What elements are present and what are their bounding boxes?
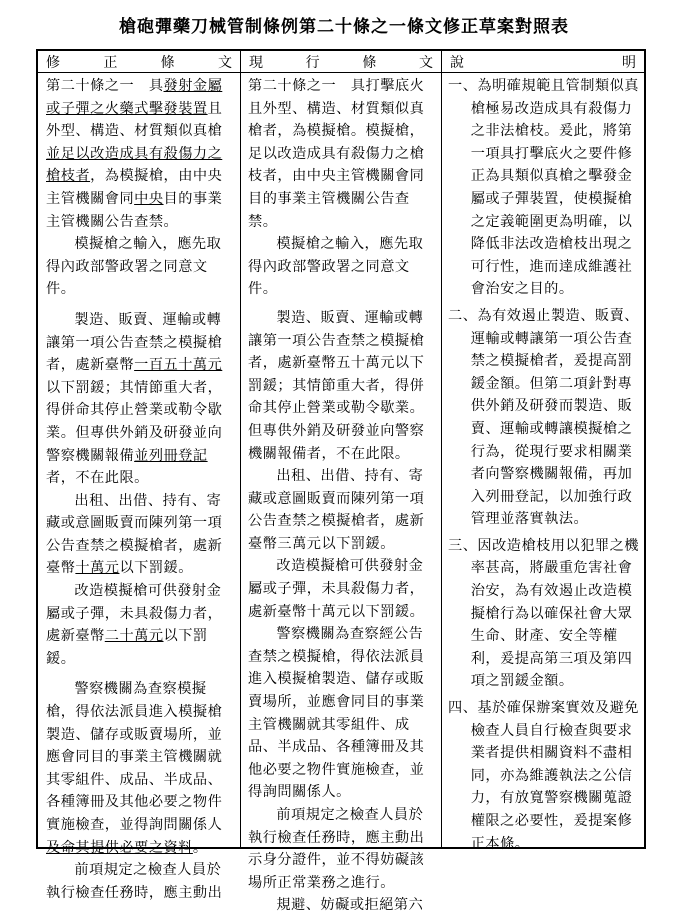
amended-paragraph [46, 75, 234, 233]
amended-text: 且外型、構造、材質類似真槍 [46, 100, 223, 140]
amended-text-underlined: 十萬元 [75, 560, 120, 577]
current-paragraph: 出租、出借、持有、寄藏或意圖販賣而陳列第一項公告查禁之模擬槍者，處新臺幣三萬元以下罰鍰。 [248, 468, 425, 552]
header-current [241, 51, 441, 72]
current-paragraph: 製造、販賣、運輸或轉讓第一項公告查禁之模擬槍者，處新臺幣五十萬元以下罰鍰；其情節重大者，得併命其停止營業或勒令歇業。但專供外銷及研發並向警察機關報備者，不在此限。 [248, 309, 425, 462]
header-amended-char: 文 [217, 54, 232, 71]
current-column [248, 75, 436, 917]
amended-paragraph: 前項規定之檢查人員於執行檢查任務時，應主動出 [46, 862, 223, 901]
amended-text-underlined: 一百五十萬元 [134, 357, 223, 374]
amended-text-underlined: 中央 [134, 190, 164, 207]
current-paragraph: 改造模擬槍可供發射金屬或子彈，未具殺傷力者，處新臺幣十萬元以下罰鍰。 [248, 558, 425, 620]
current-paragraph: 模擬槍之輸入，應先取得內政部警政署之同意文件。 [248, 236, 424, 298]
amended-text: 出租、出借、持有、寄藏或意圖販賣而陳列第一項公告查禁之模擬槍者，處新臺幣 [46, 492, 223, 577]
column-divider [441, 51, 442, 847]
amended-text: 警察機關為查察模擬槍，得依法派員進入模擬槍製造、儲存或販賣場所，並應會同目的事業主管機關就其零組件、成品、半成品、各種簿冊及其他必要之物件實施檢查，並得詢問關係人 [46, 681, 223, 833]
current-paragraph: 第二十條之一 具打擊底火且外型、構造、材質類似真槍者，為模擬槍。模擬槍，足以改造成具有殺傷力之槍枝者，由中央主管機關會同目的事業主管機關公告查禁。 [248, 78, 425, 230]
amended-text: 。 [192, 839, 208, 856]
amended-paragraph [46, 678, 234, 859]
amended-paragraph: 模擬槍之輸入，應先取得內政部警政署之同意文件。 [46, 236, 222, 298]
amended-text-underlined: 並列冊登記 [134, 447, 208, 464]
table-header-row [38, 51, 644, 73]
explanation-column [448, 75, 640, 859]
header-current-char: 文 [418, 54, 433, 71]
header-current-char: 現 [249, 54, 263, 71]
header-amended-char: 修 [46, 54, 60, 71]
current-paragraph: 警察機關為查察經公告查禁之模擬槍，得依法派員進入模擬槍製造、儲存或販賣場所，並應會同目的事業主管機關就其零組件、成品、半成品、各種簿冊及其他必要之物件實施檢查，並得詢問關係人。 [248, 626, 425, 801]
header-amended-char: 條 [160, 54, 175, 71]
amended-text: 改造模擬槍可供發射金屬或子彈，未具殺傷力者，處新臺幣 [46, 583, 223, 645]
header-amended [38, 51, 240, 72]
explanation-item: 三、因改造槍枝用以犯罪之機率甚高，將嚴重危害社會治安，為有效遏止改造模擬槍行為以確保社會大眾生命、財產、安全等權利，爰提高第三項及第四項之罰鍰金額。 [448, 537, 639, 690]
amended-text: 以下罰鍰。 [119, 560, 193, 577]
header-explanation-char: 說 [450, 54, 464, 71]
amended-text: 以下罰鍰。 [46, 628, 208, 667]
comparison-table [36, 49, 646, 914]
explanation-item: 二、為有效遏止製造、販賣、運輸或轉讓第一項公告查禁之模擬槍者，爰提高罰鍰金額。但第二項針對專供外銷及研發而製造、販賣、運輸或轉讓模擬槍之行為，從現行要求相關業者向警察機關報備，再加入列冊登記，以加強行政管理並落實執法。 [448, 307, 639, 528]
amended-paragraph [46, 580, 234, 670]
amended-text: 以下罰鍰；其情節重大者，得併命其停止營業或勒令歇業。但專供外銷及研發並向警察機關報備 [46, 379, 223, 464]
column-divider [240, 51, 241, 847]
amended-text-underlined: 發射金屬或子彈之火藥式擊發裝置 [46, 78, 223, 117]
amended-text: 第二十條之一 具 [46, 78, 164, 94]
amended-paragraph [46, 490, 234, 580]
header-amended-char: 正 [103, 54, 118, 71]
amended-column [46, 75, 234, 904]
amended-text-underlined: 及命其提供必要之資料 [46, 839, 193, 856]
current-paragraph: 規避、妨礙或拒絕第六 [276, 897, 424, 914]
amended-text: 者，不在此限。 [46, 470, 149, 487]
amended-text: 目的事業主管機關公告查禁。 [46, 190, 223, 230]
header-explanation [442, 51, 644, 72]
explanation-list [448, 75, 640, 855]
amended-text-underlined: 並足以改造成具有殺傷力之槍枝者 [46, 145, 223, 185]
amended-text: ，為模擬槍，由中央主管機關會同 [46, 168, 223, 207]
amended-paragraph [46, 309, 234, 490]
explanation-item: 一、為明確規範且管制類似真槍極易改造成具有殺傷力之非法槍枝。爰此，將第一項具打擊底火之要件修正為具類似真槍之擊發金屬或子彈裝置，使模擬槍之定義範圍更為明確，以降低非法改造槍枝出現之可行性，進而達成維護社會治安之目的。 [448, 78, 639, 298]
amended-text: 製造、販賣、運輸或轉讓第一項公告查禁之模擬槍者，處新臺幣 [46, 311, 223, 374]
header-current-char: 行 [305, 54, 320, 71]
document-title: 槍砲彈藥刀械管制條例第二十條之一條文修正草案對照表 [119, 17, 569, 37]
explanation-item: 四、基於確保辦案實效及避免檢查人員自行檢查與要求業者提供相關資料不盡相同，亦為維護執法之公信力，有放寬警察機關蒐證權限之必要性，爰提案修正本條。 [448, 700, 639, 852]
header-explanation-char: 明 [622, 54, 636, 71]
current-paragraph: 前項規定之檢查人員於執行檢查任務時，應主動出示身分證件，並不得妨礙該場所正常業務之進行。 [248, 807, 425, 891]
amended-text-underlined: 二十萬元 [104, 628, 164, 645]
header-current-char: 條 [362, 54, 377, 71]
